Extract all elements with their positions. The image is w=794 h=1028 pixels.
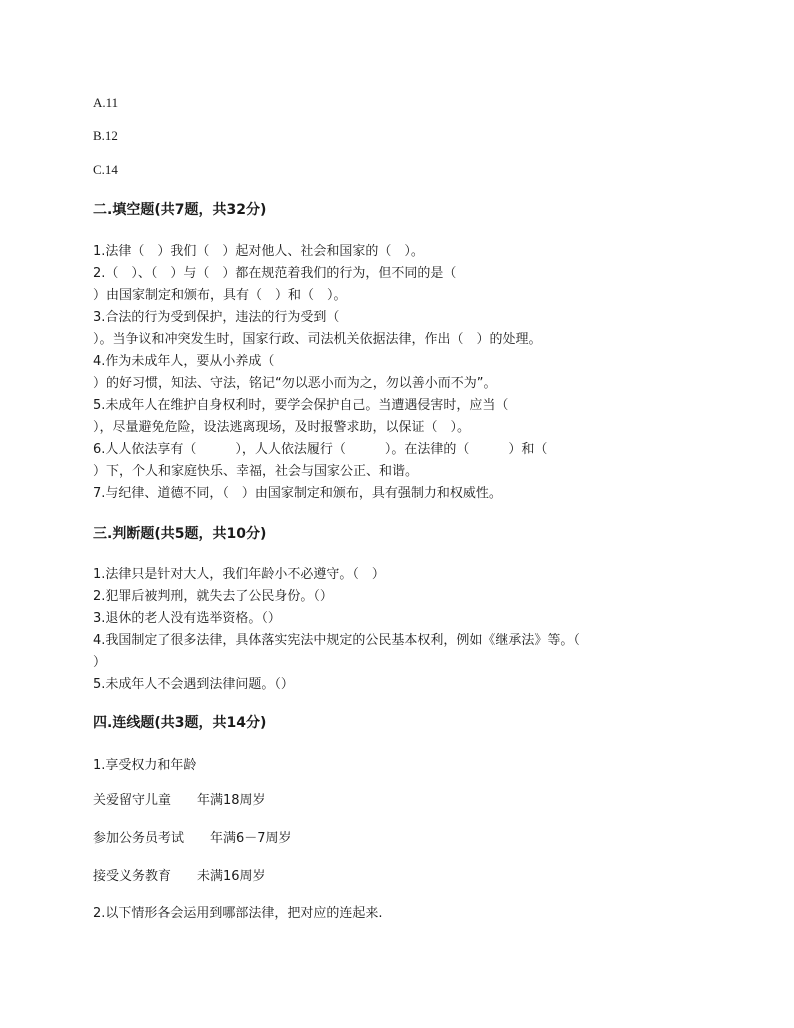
section-fill-blank-title: 二.填空题(共7题，共32分) <box>93 202 267 218</box>
judge-line: 2.犯罪后被判刑，就失去了公民身份。（） <box>93 589 333 604</box>
option-a: A.11 <box>93 95 119 110</box>
fill-blank-line: 1.法律（ ）我们（ ）起对他人、社会和国家的（ ）。 <box>93 244 424 259</box>
section-match-title: 四.连线题(共3题，共14分) <box>93 715 267 731</box>
match-pair: 接受义务教育 未满16周岁 <box>93 869 266 884</box>
judge-line: 1.法律只是针对大人，我们年龄小不必遵守。（ ） <box>93 567 385 582</box>
option-c: C.14 <box>93 162 118 177</box>
match-pair: 关爱留守儿童 年满18周岁 <box>93 793 266 808</box>
judge-line: 3.退休的老人没有选举资格。（） <box>93 611 281 626</box>
option-b: B.12 <box>93 128 118 143</box>
judge-line: 5.未成年人不会遇到法律问题。（） <box>93 677 294 692</box>
fill-blank-line: 2.（ ）、（ ）与（ ）都在规范着我们的行为，但不同的是（ <box>93 266 457 281</box>
match-question-2: 2.以下情形各会运用到哪部法律，把对应的连起来. <box>93 906 383 921</box>
match-question-1: 1.享受权力和年龄 <box>93 758 197 773</box>
fill-blank-line: 5.未成年人在维护自身权利时，要学会保护自己。当遭遇侵害时，应当（ <box>93 398 509 413</box>
fill-blank-line: ）由国家制定和颁布，具有（ ）和（ ）。 <box>93 288 347 303</box>
fill-blank-line: ）。当争议和冲突发生时，国家行政、司法机关依据法律，作出（ ）的处理。 <box>93 332 542 347</box>
fill-blank-line: 3.合法的行为受到保护，违法的行为受到（ <box>93 310 340 325</box>
fill-blank-line: ），尽量避免危险，设法逃离现场，及时报警求助，以保证（ ）。 <box>93 420 471 435</box>
fill-blank-line: 7.与纪律、道德不同，（ ）由国家制定和颁布，具有强制力和权威性。 <box>93 486 502 501</box>
fill-blank-line: ）下，个人和家庭快乐、幸福，社会与国家公正、和谐。 <box>93 464 419 479</box>
judge-line: ） <box>93 655 107 670</box>
fill-blank-line: ）的好习惯，知法、守法，铭记“勿以恶小而为之，勿以善小而不为”。 <box>93 376 497 391</box>
match-pair: 参加公务员考试 年满6－7周岁 <box>93 831 292 846</box>
judge-line: 4.我国制定了很多法律，具体落实宪法中规定的公民基本权利，例如《继承法》等。（ <box>93 633 580 648</box>
fill-blank-line: 6.人人依法享有（ ），人人依法履行（ ）。在法律的（ ）和（ <box>93 442 548 457</box>
fill-blank-line: 4.作为未成年人，要从小养成（ <box>93 354 275 369</box>
fill-blank-questions <box>93 241 547 505</box>
section-judge-title: 三.判断题(共5题，共10分) <box>93 526 267 542</box>
judge-questions <box>93 564 580 696</box>
